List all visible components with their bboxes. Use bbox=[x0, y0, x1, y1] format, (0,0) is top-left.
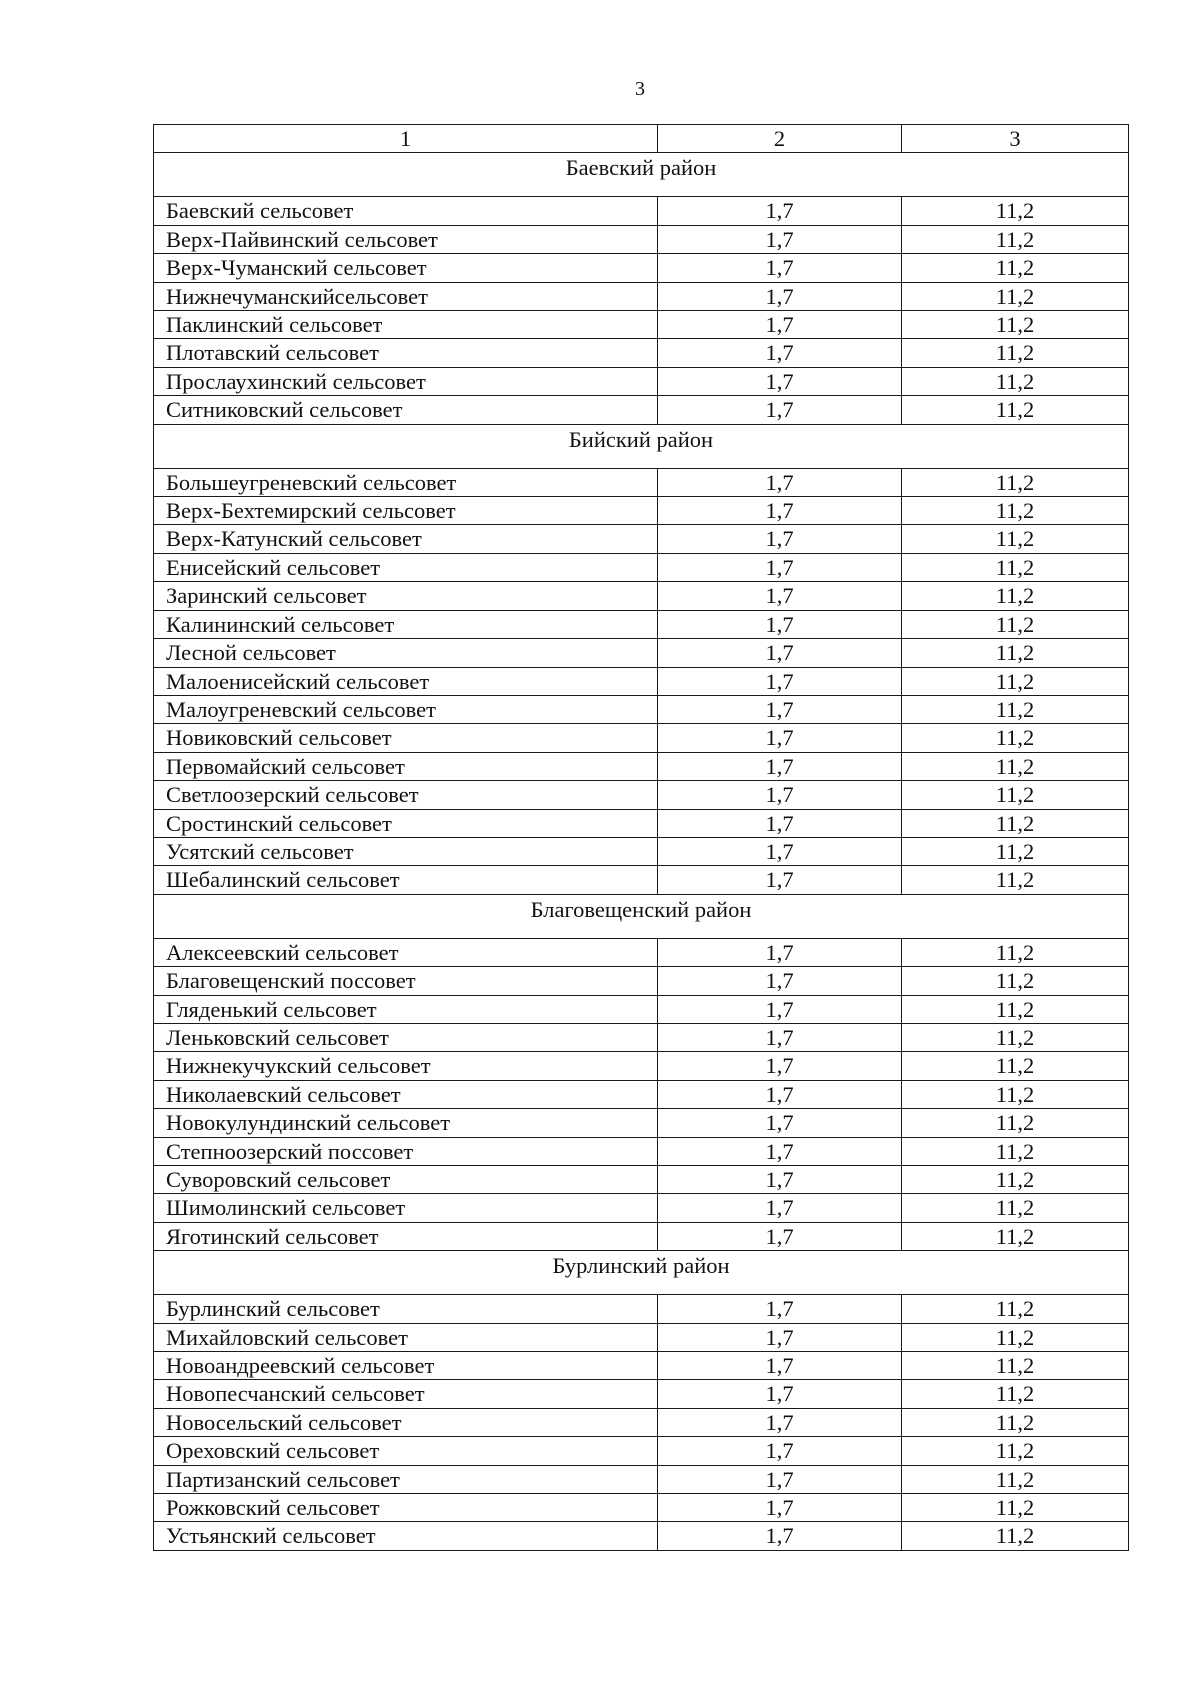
column-2-value: 1,7 bbox=[658, 837, 902, 865]
column-2-value: 1,7 bbox=[658, 197, 902, 225]
column-3-value: 11,2 bbox=[902, 1166, 1129, 1194]
district-name: Бурлинский район bbox=[154, 1251, 1129, 1295]
settlement-name: Верх-Чуманский сельсовет bbox=[154, 254, 658, 282]
column-3-value: 11,2 bbox=[902, 1408, 1129, 1436]
table-row bbox=[154, 1522, 1129, 1550]
settlement-name: Первомайский сельсовет bbox=[154, 752, 658, 780]
district-name: Баевский район bbox=[154, 153, 1129, 197]
district-name: Бийский район bbox=[154, 424, 1129, 468]
column-3-value: 11,2 bbox=[902, 1323, 1129, 1351]
settlement-name: Новосельский сельсовет bbox=[154, 1408, 658, 1436]
column-2-value: 1,7 bbox=[658, 1408, 902, 1436]
table-row bbox=[154, 1465, 1129, 1493]
settlement-name: Новоандреевский сельсовет bbox=[154, 1352, 658, 1380]
district-header-row bbox=[154, 153, 1129, 197]
table-row bbox=[154, 724, 1129, 752]
column-header-1: 1 bbox=[154, 125, 658, 153]
settlement-name: Партизанский сельсовет bbox=[154, 1465, 658, 1493]
table-row bbox=[154, 1109, 1129, 1137]
table-row bbox=[154, 695, 1129, 723]
column-2-value: 1,7 bbox=[658, 866, 902, 894]
column-3-value: 11,2 bbox=[902, 1194, 1129, 1222]
column-2-value: 1,7 bbox=[658, 1437, 902, 1465]
settlement-name: Ситниковский сельсовет bbox=[154, 396, 658, 424]
settlement-name: Шебалинский сельсовет bbox=[154, 866, 658, 894]
column-3-value: 11,2 bbox=[902, 938, 1129, 966]
column-3-value: 11,2 bbox=[902, 667, 1129, 695]
column-2-value: 1,7 bbox=[658, 1109, 902, 1137]
column-2-value: 1,7 bbox=[658, 468, 902, 496]
table-row bbox=[154, 311, 1129, 339]
settlement-name: Малоенисейский сельсовет bbox=[154, 667, 658, 695]
column-3-value: 11,2 bbox=[902, 1109, 1129, 1137]
column-2-value: 1,7 bbox=[658, 497, 902, 525]
column-3-value: 11,2 bbox=[902, 497, 1129, 525]
table-row bbox=[154, 781, 1129, 809]
table-row bbox=[154, 639, 1129, 667]
column-2-value: 1,7 bbox=[658, 809, 902, 837]
column-3-value: 11,2 bbox=[902, 837, 1129, 865]
settlement-name: Плотавский сельсовет bbox=[154, 339, 658, 367]
settlement-name: Новопесчанский сельсовет bbox=[154, 1380, 658, 1408]
column-2-value: 1,7 bbox=[658, 610, 902, 638]
column-3-value: 11,2 bbox=[902, 781, 1129, 809]
table-row bbox=[154, 396, 1129, 424]
column-2-value: 1,7 bbox=[658, 1522, 902, 1550]
column-2-value: 1,7 bbox=[658, 1295, 902, 1323]
column-2-value: 1,7 bbox=[658, 1222, 902, 1250]
column-2-value: 1,7 bbox=[658, 639, 902, 667]
column-3-value: 11,2 bbox=[902, 254, 1129, 282]
coefficients-table bbox=[153, 124, 1129, 1551]
page-number: 3 bbox=[635, 78, 645, 100]
column-2-value: 1,7 bbox=[658, 367, 902, 395]
district-header-row bbox=[154, 894, 1129, 938]
settlement-name: Рожковский сельсовет bbox=[154, 1494, 658, 1522]
column-3-value: 11,2 bbox=[902, 1023, 1129, 1051]
table-row bbox=[154, 752, 1129, 780]
table-row bbox=[154, 1352, 1129, 1380]
settlement-name: Лесной сельсовет bbox=[154, 639, 658, 667]
column-2-value: 1,7 bbox=[658, 995, 902, 1023]
column-2-value: 1,7 bbox=[658, 311, 902, 339]
column-3-value: 11,2 bbox=[902, 1465, 1129, 1493]
column-2-value: 1,7 bbox=[658, 396, 902, 424]
column-3-value: 11,2 bbox=[902, 1137, 1129, 1165]
column-3-value: 11,2 bbox=[902, 225, 1129, 253]
column-3-value: 11,2 bbox=[902, 724, 1129, 752]
table-row bbox=[154, 809, 1129, 837]
settlement-name: Новиковский сельсовет bbox=[154, 724, 658, 752]
table-row bbox=[154, 837, 1129, 865]
table-header bbox=[154, 125, 1129, 153]
table-row bbox=[154, 866, 1129, 894]
table-row bbox=[154, 1380, 1129, 1408]
column-2-value: 1,7 bbox=[658, 1323, 902, 1351]
settlement-name: Николаевский сельсовет bbox=[154, 1080, 658, 1108]
column-3-value: 11,2 bbox=[902, 468, 1129, 496]
table-row bbox=[154, 497, 1129, 525]
settlement-name: Заринский сельсовет bbox=[154, 582, 658, 610]
column-2-value: 1,7 bbox=[658, 667, 902, 695]
column-3-value: 11,2 bbox=[902, 582, 1129, 610]
column-2-value: 1,7 bbox=[658, 582, 902, 610]
settlement-name: Гляденький сельсовет bbox=[154, 995, 658, 1023]
settlement-name: Усятский сельсовет bbox=[154, 837, 658, 865]
column-2-value: 1,7 bbox=[658, 1352, 902, 1380]
column-2-value: 1,7 bbox=[658, 752, 902, 780]
table-row bbox=[154, 197, 1129, 225]
column-3-value: 11,2 bbox=[902, 1522, 1129, 1550]
column-2-value: 1,7 bbox=[658, 1494, 902, 1522]
column-2-value: 1,7 bbox=[658, 525, 902, 553]
column-3-value: 11,2 bbox=[902, 1380, 1129, 1408]
settlement-name: Верх-Катунский сельсовет bbox=[154, 525, 658, 553]
column-2-value: 1,7 bbox=[658, 1052, 902, 1080]
settlement-name: Нижнечуманскийсельсовет bbox=[154, 282, 658, 310]
table-row bbox=[154, 1323, 1129, 1351]
table-row bbox=[154, 1437, 1129, 1465]
settlement-name: Баевский сельсовет bbox=[154, 197, 658, 225]
table-row bbox=[154, 1023, 1129, 1051]
column-3-value: 11,2 bbox=[902, 1437, 1129, 1465]
settlement-name: Степноозерский поссовет bbox=[154, 1137, 658, 1165]
settlement-name: Михайловский сельсовет bbox=[154, 1323, 658, 1351]
column-3-value: 11,2 bbox=[902, 553, 1129, 581]
column-2-value: 1,7 bbox=[658, 938, 902, 966]
column-2-value: 1,7 bbox=[658, 781, 902, 809]
table-row bbox=[154, 1137, 1129, 1165]
column-number-row bbox=[154, 125, 1129, 153]
column-2-value: 1,7 bbox=[658, 1023, 902, 1051]
column-3-value: 11,2 bbox=[902, 311, 1129, 339]
column-3-value: 11,2 bbox=[902, 866, 1129, 894]
table-row bbox=[154, 1194, 1129, 1222]
district-header-row bbox=[154, 1251, 1129, 1295]
column-2-value: 1,7 bbox=[658, 339, 902, 367]
column-3-value: 11,2 bbox=[902, 1052, 1129, 1080]
column-3-value: 11,2 bbox=[902, 197, 1129, 225]
settlement-name: Суворовский сельсовет bbox=[154, 1166, 658, 1194]
settlement-name: Верх-Пайвинский сельсовет bbox=[154, 225, 658, 253]
column-3-value: 11,2 bbox=[902, 339, 1129, 367]
column-3-value: 11,2 bbox=[902, 639, 1129, 667]
settlement-name: Новокулундинский сельсовет bbox=[154, 1109, 658, 1137]
column-2-value: 1,7 bbox=[658, 724, 902, 752]
settlement-name: Сростинский сельсовет bbox=[154, 809, 658, 837]
column-2-value: 1,7 bbox=[658, 553, 902, 581]
column-2-value: 1,7 bbox=[658, 282, 902, 310]
column-2-value: 1,7 bbox=[658, 1166, 902, 1194]
table-row bbox=[154, 468, 1129, 496]
table-row bbox=[154, 1166, 1129, 1194]
column-3-value: 11,2 bbox=[902, 752, 1129, 780]
settlement-name: Калининский сельсовет bbox=[154, 610, 658, 638]
column-3-value: 11,2 bbox=[902, 1222, 1129, 1250]
settlement-name: Светлоозерский сельсовет bbox=[154, 781, 658, 809]
column-3-value: 11,2 bbox=[902, 1080, 1129, 1108]
settlement-name: Енисейский сельсовет bbox=[154, 553, 658, 581]
column-3-value: 11,2 bbox=[902, 1494, 1129, 1522]
table-body bbox=[154, 153, 1129, 1550]
settlement-name: Большеугреневский сельсовет bbox=[154, 468, 658, 496]
column-3-value: 11,2 bbox=[902, 1295, 1129, 1323]
table-row bbox=[154, 225, 1129, 253]
column-2-value: 1,7 bbox=[658, 1080, 902, 1108]
table-row bbox=[154, 1295, 1129, 1323]
table-row bbox=[154, 553, 1129, 581]
settlement-name: Прослаухинский сельсовет bbox=[154, 367, 658, 395]
column-2-value: 1,7 bbox=[658, 254, 902, 282]
column-2-value: 1,7 bbox=[658, 695, 902, 723]
table-row bbox=[154, 582, 1129, 610]
table-row bbox=[154, 967, 1129, 995]
settlement-name: Шимолинский сельсовет bbox=[154, 1194, 658, 1222]
settlement-name: Устьянский сельсовет bbox=[154, 1522, 658, 1550]
table-row bbox=[154, 282, 1129, 310]
settlement-name: Верх-Бехтемирский сельсовет bbox=[154, 497, 658, 525]
table-row bbox=[154, 1080, 1129, 1108]
column-2-value: 1,7 bbox=[658, 967, 902, 995]
settlement-name: Леньковский сельсовет bbox=[154, 1023, 658, 1051]
column-2-value: 1,7 bbox=[658, 1137, 902, 1165]
table-row bbox=[154, 1222, 1129, 1250]
settlement-name: Яготинский сельсовет bbox=[154, 1222, 658, 1250]
table-row bbox=[154, 667, 1129, 695]
column-3-value: 11,2 bbox=[902, 396, 1129, 424]
settlement-name: Ореховский сельсовет bbox=[154, 1437, 658, 1465]
column-3-value: 11,2 bbox=[902, 967, 1129, 995]
district-header-row bbox=[154, 424, 1129, 468]
column-3-value: 11,2 bbox=[902, 995, 1129, 1023]
column-2-value: 1,7 bbox=[658, 1465, 902, 1493]
table-row bbox=[154, 938, 1129, 966]
table-row bbox=[154, 610, 1129, 638]
column-3-value: 11,2 bbox=[902, 809, 1129, 837]
settlement-name: Бурлинский сельсовет bbox=[154, 1295, 658, 1323]
column-3-value: 11,2 bbox=[902, 610, 1129, 638]
column-2-value: 1,7 bbox=[658, 1380, 902, 1408]
column-2-value: 1,7 bbox=[658, 1194, 902, 1222]
settlement-name: Малоугреневский сельсовет bbox=[154, 695, 658, 723]
column-3-value: 11,2 bbox=[902, 525, 1129, 553]
table-row bbox=[154, 367, 1129, 395]
settlement-name: Нижнекучукский сельсовет bbox=[154, 1052, 658, 1080]
settlement-name: Алексеевский сельсовет bbox=[154, 938, 658, 966]
table-row bbox=[154, 995, 1129, 1023]
column-3-value: 11,2 bbox=[902, 1352, 1129, 1380]
table-row bbox=[154, 1408, 1129, 1436]
settlement-name: Благовещенский поссовет bbox=[154, 967, 658, 995]
column-3-value: 11,2 bbox=[902, 367, 1129, 395]
table-row bbox=[154, 254, 1129, 282]
column-3-value: 11,2 bbox=[902, 695, 1129, 723]
table-row bbox=[154, 1494, 1129, 1522]
column-header-3: 3 bbox=[902, 125, 1129, 153]
column-header-2: 2 bbox=[658, 125, 902, 153]
column-3-value: 11,2 bbox=[902, 282, 1129, 310]
table-row bbox=[154, 525, 1129, 553]
district-name: Благовещенский район bbox=[154, 894, 1129, 938]
table-row bbox=[154, 1052, 1129, 1080]
table-row bbox=[154, 339, 1129, 367]
settlement-name: Паклинский сельсовет bbox=[154, 311, 658, 339]
column-2-value: 1,7 bbox=[658, 225, 902, 253]
